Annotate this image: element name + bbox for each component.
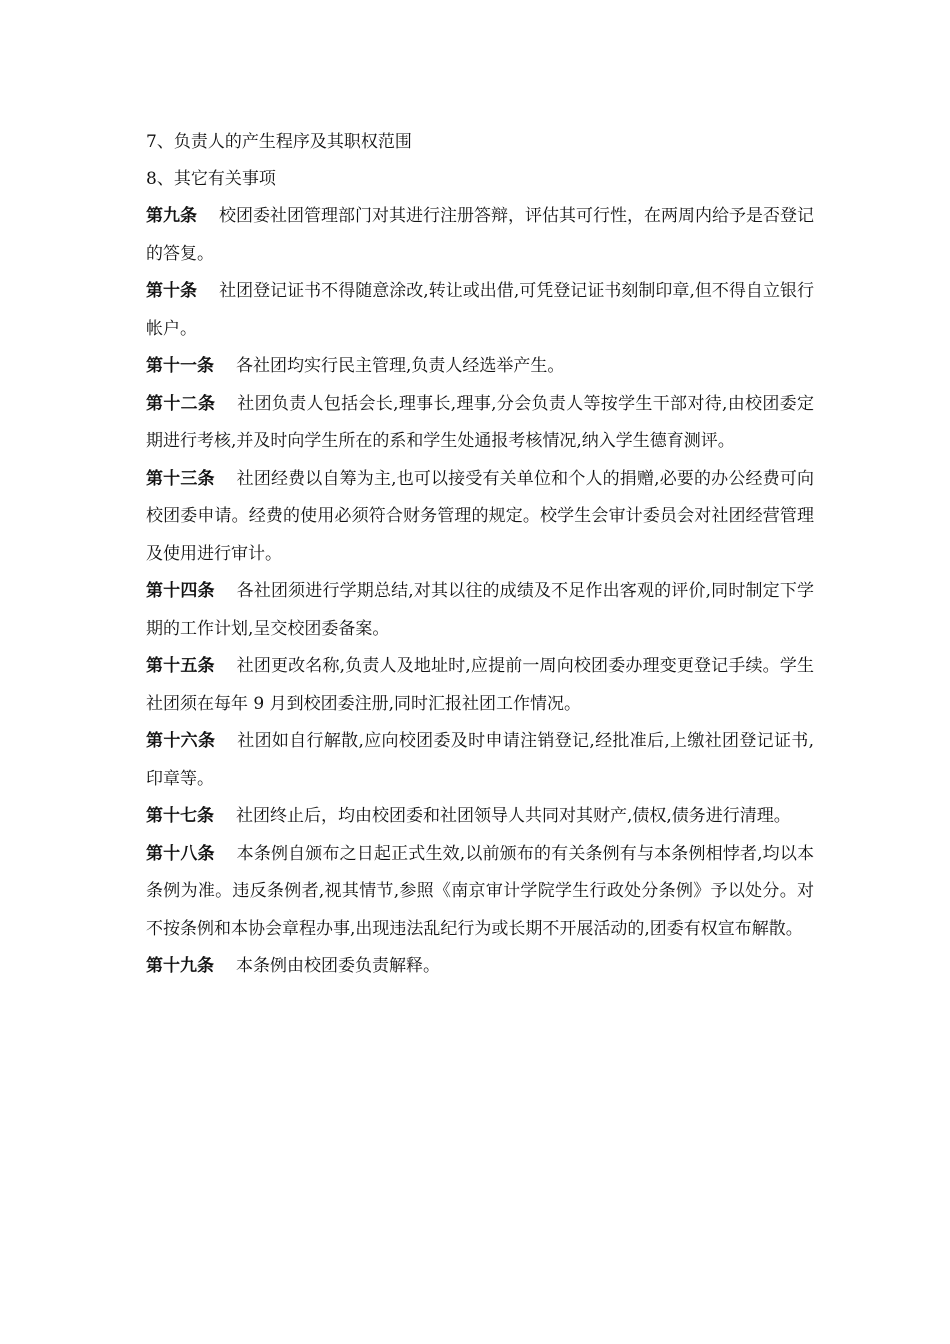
article-text: 校团委社团管理部门对其进行注册答辩，评估其可行性，在两周内给予是否登记的答复。 <box>146 206 814 264</box>
article-label: 第十四条 <box>146 581 215 601</box>
list-item: 8、其它有关事项 <box>146 169 276 189</box>
article-text: 社团如自行解散,应向校团委及时申请注销登记,经批准后,上缴社团登记证书,印章等。 <box>146 731 815 789</box>
article-11 <box>146 348 814 386</box>
article-text: 社团更改名称,负责人及地址时,应提前一周向校团委办理变更登记手续。学生社团须在每年 9 月到校团委注册,同时汇报社团工作情况。 <box>146 656 814 714</box>
article-13 <box>146 461 814 574</box>
article-text: 本条例自颁布之日起正式生效,以前颁布的有关条例有与本条例相悖者,均以本条例为准。违反条例者,视其情节,参照《南京审计学院学生行政处分条例》予以处分。对不按条例和本协会章程办事,出现违法乱纪行为或长期不开展活动的,团委有权宣布解散。 <box>146 843 814 939</box>
article-label: 第十二条 <box>146 393 216 414</box>
document-body <box>146 124 814 986</box>
article-text: 本条例由校团委负责解释。 <box>236 956 440 976</box>
article-18 <box>146 836 814 949</box>
article-19 <box>146 948 814 986</box>
article-label: 第十五条 <box>146 656 215 676</box>
article-label: 第十七条 <box>146 806 214 826</box>
article-15 <box>146 648 814 723</box>
article-label: 第十条 <box>146 281 198 301</box>
article-10 <box>146 273 814 348</box>
article-label: 第十六条 <box>146 731 216 751</box>
article-label: 第十九条 <box>146 956 214 976</box>
article-16 <box>146 723 814 798</box>
article-label: 第九条 <box>146 206 197 226</box>
article-text: 社团负责人包括会长,理事长,理事,分会负责人等按学生干部对待,由校团委定期进行考核,并及时向学生所在的系和学生处通报考核情况,纳入学生德育测评。 <box>146 393 815 451</box>
article-9 <box>146 198 814 273</box>
list-item: 7、负责人的产生程序及其职权范围 <box>146 132 412 152</box>
article-label: 第十一条 <box>146 356 214 376</box>
article-17 <box>146 798 814 836</box>
article-text: 各社团须进行学期总结,对其以往的成绩及不足作出客观的评价,同时制定下学期的工作计划,呈交校团委备案。 <box>146 581 814 639</box>
article-text: 社团登记证书不得随意涂改,转让或出借,可凭登记证书刻制印章,但不得自立银行帐户。 <box>146 281 814 339</box>
article-text: 社团终止后，均由校团委和社团领导人共同对其财产,债权,债务进行清理。 <box>236 806 791 826</box>
article-label: 第十三条 <box>146 468 215 489</box>
article-label: 第十八条 <box>146 843 215 864</box>
article-14 <box>146 573 814 648</box>
article-12 <box>146 386 814 461</box>
article-text: 各社团均实行民主管理,负责人经选举产生。 <box>236 356 565 376</box>
article-text: 社团经费以自筹为主,也可以接受有关单位和个人的捐赠,必要的办公经费可向校团委申请。经费的使用必须符合财务管理的规定。校学生会审计委员会对社团经营管理及使用进行审计。 <box>146 468 814 564</box>
